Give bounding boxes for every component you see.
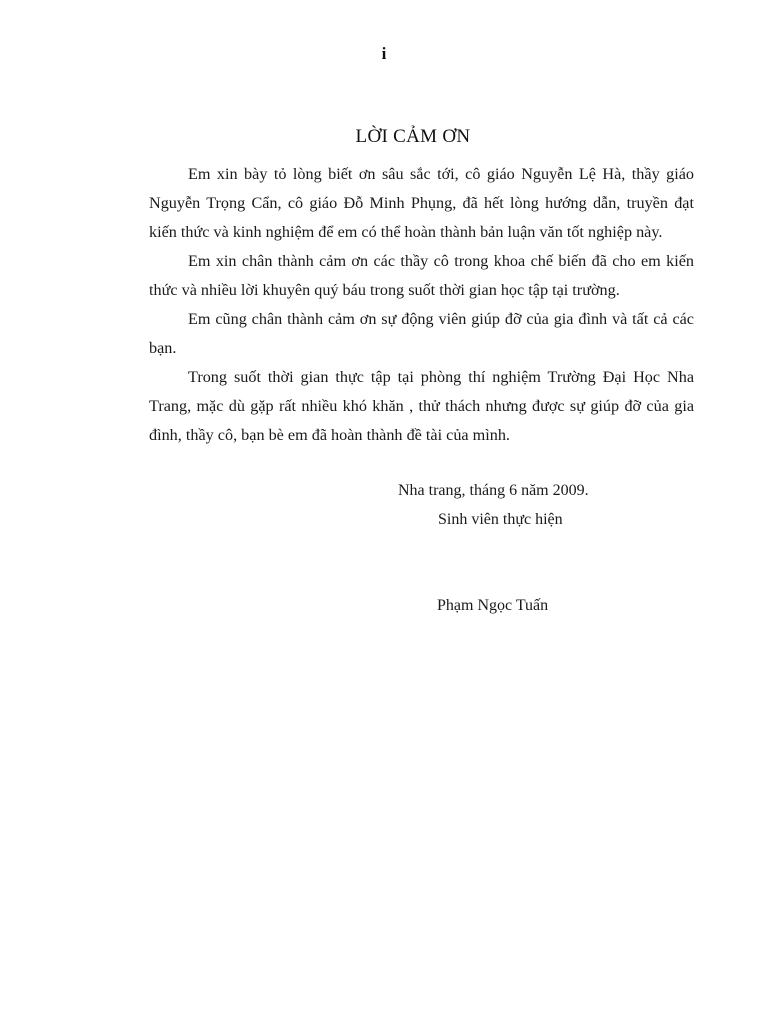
signature-role: Sinh viên thực hiện [438, 511, 563, 528]
signature-name: Phạm Ngọc Tuấn [437, 597, 549, 614]
paragraph-3: Em cũng chân thành cảm ơn sự động viên giúp đỡ của gia đình và tất cả các bạn. [149, 310, 694, 357]
page-title: LỜI CẢM ƠN [355, 126, 471, 147]
paragraph-4: Trong suốt thời gian thực tập tại phòng thí nghiệm Trường Đại Học Nha Trang, mặc dù gặp rất nhiều khó khăn , thử thách nhưng được sự giúp đỡ của gia đình, thầy cô, bạn bè em đã hoàn thành đề tài của mình. [149, 368, 694, 444]
signature-place-date: Nha trang, tháng 6 năm 2009. [398, 482, 589, 499]
paragraph-2: Em xin chân thành cảm ơn các thầy cô trong khoa chế biến đã cho em kiến thức và nhiều lời khuyên quý báu trong suốt thời gian học tập tại trường. [149, 252, 694, 299]
page-number: i [381, 44, 387, 63]
acknowledgement-body [149, 160, 694, 450]
paragraph-1: Em xin bày tỏ lòng biết ơn sâu sắc tới, cô giáo Nguyễn Lệ Hà, thầy giáo Nguyễn Trọng Cẩn, cô giáo Đỗ Minh Phụng, đã hết lòng hướng dẫn, truyền đạt kiến thức và kinh nghiệm để em có thể hoàn thành bản luận văn tốt nghiệp này. [149, 165, 694, 241]
